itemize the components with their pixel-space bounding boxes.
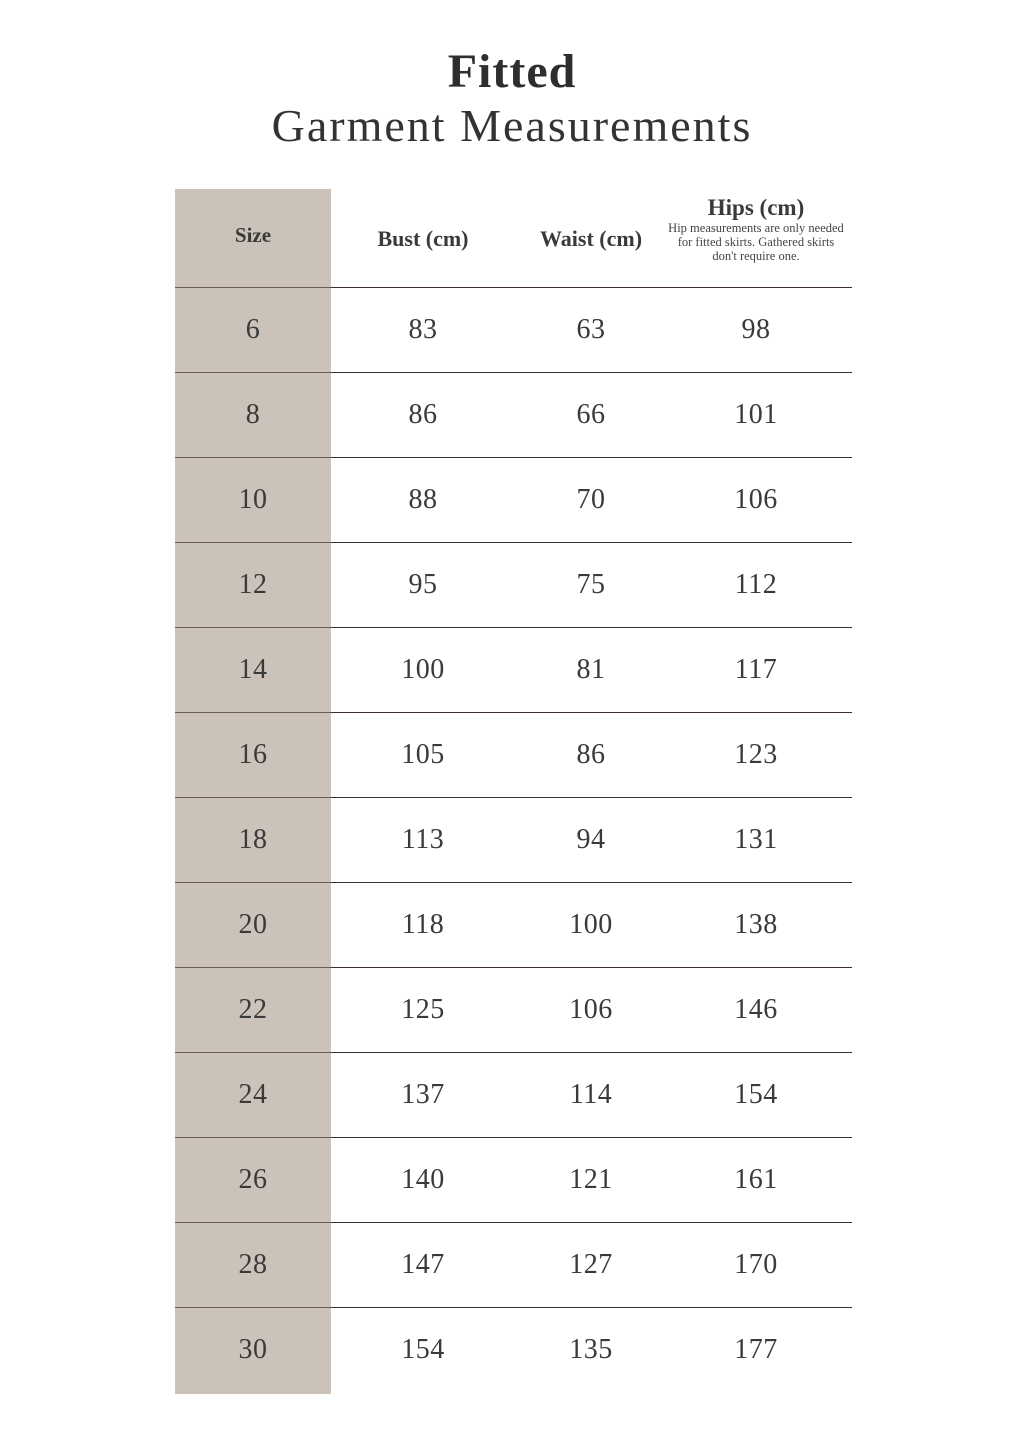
table-header-row	[175, 189, 852, 287]
size-cell: 8	[245, 398, 261, 430]
bust-cell: 88	[408, 483, 438, 515]
size-cell: 6	[245, 313, 261, 345]
bust-cell: 147	[401, 1248, 445, 1280]
bust-cell: 86	[408, 398, 438, 430]
size-cell: 24	[238, 1078, 268, 1110]
hips-cell: 146	[734, 993, 778, 1025]
table-row	[175, 1307, 852, 1392]
hips-cell: 106	[734, 483, 778, 515]
page-subtitle: Garment Measurements	[271, 100, 753, 151]
waist-cell: 86	[576, 738, 606, 770]
table-row	[175, 1052, 852, 1137]
table-row	[175, 1137, 852, 1222]
hips-cell: 170	[734, 1248, 778, 1280]
measurements-table	[175, 189, 852, 1392]
waist-cell: 63	[576, 313, 606, 345]
waist-cell: 106	[569, 993, 613, 1025]
table-row	[175, 287, 852, 372]
waist-cell: 75	[576, 568, 606, 600]
size-cell: 20	[238, 908, 268, 940]
size-cell: 16	[238, 738, 268, 770]
table-row	[175, 882, 852, 967]
waist-cell: 121	[569, 1163, 613, 1195]
hips-cell: 161	[734, 1163, 778, 1195]
table-row	[175, 627, 852, 712]
page-title-block	[0, 44, 1024, 152]
header-hips-note: Hip measurements are only needed for fitted skirts. Gathered skirts don't require one.	[668, 221, 844, 263]
bust-cell: 118	[401, 908, 445, 940]
table-row	[175, 372, 852, 457]
header-hips-label: Hips (cm)	[707, 195, 805, 220]
bust-cell: 83	[408, 313, 438, 345]
waist-cell: 127	[569, 1248, 613, 1280]
size-cell: 22	[238, 993, 268, 1025]
header-bust: Bust (cm)	[377, 226, 469, 251]
bust-cell: 137	[401, 1078, 445, 1110]
hips-cell: 117	[734, 653, 778, 685]
hips-cell: 177	[734, 1333, 778, 1365]
hips-cell: 131	[734, 823, 778, 855]
waist-cell: 81	[576, 653, 606, 685]
table-row	[175, 967, 852, 1052]
size-cell: 12	[238, 568, 268, 600]
page-title: Fitted	[447, 45, 577, 98]
size-cell: 26	[238, 1163, 268, 1195]
waist-cell: 114	[569, 1078, 613, 1110]
hips-cell: 138	[734, 908, 778, 940]
hips-cell: 101	[734, 398, 778, 430]
size-cell: 10	[238, 483, 268, 515]
bust-cell: 100	[401, 653, 445, 685]
table-row	[175, 797, 852, 882]
hips-cell: 98	[741, 313, 771, 345]
size-cell: 28	[238, 1248, 268, 1280]
size-cell: 30	[238, 1333, 268, 1365]
table-row	[175, 1222, 852, 1307]
bust-cell: 154	[401, 1333, 445, 1365]
size-cell: 18	[238, 823, 268, 855]
bust-cell: 95	[408, 568, 438, 600]
hips-cell: 154	[734, 1078, 778, 1110]
table-body	[175, 287, 852, 1392]
hips-cell: 123	[734, 738, 778, 770]
size-cell: 14	[238, 653, 268, 685]
bust-cell: 113	[401, 823, 445, 855]
header-size: Size	[234, 223, 272, 247]
header-waist: Waist (cm)	[539, 226, 643, 251]
waist-cell: 94	[576, 823, 606, 855]
bust-cell: 140	[401, 1163, 445, 1195]
bust-cell: 105	[401, 738, 445, 770]
bust-cell: 125	[401, 993, 445, 1025]
table-row	[175, 712, 852, 797]
waist-cell: 100	[569, 908, 613, 940]
table-row	[175, 542, 852, 627]
waist-cell: 66	[576, 398, 606, 430]
waist-cell: 135	[569, 1333, 613, 1365]
waist-cell: 70	[576, 483, 606, 515]
header-hips	[665, 189, 847, 287]
hips-cell: 112	[734, 568, 778, 600]
table-row	[175, 457, 852, 542]
